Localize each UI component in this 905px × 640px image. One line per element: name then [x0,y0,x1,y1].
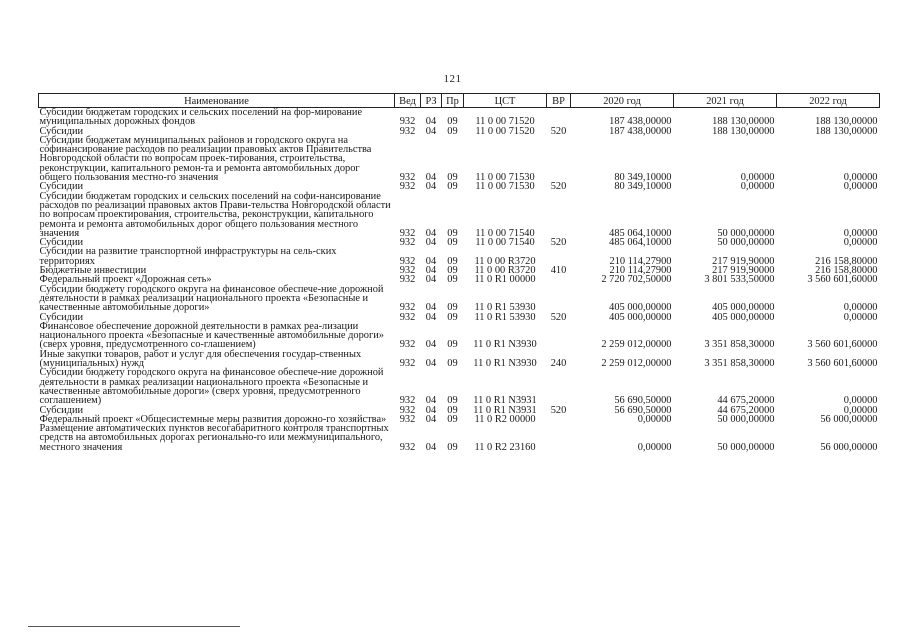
cell-2020: 187 438,00000 [609,116,672,128]
cell-rz: 04 [425,227,437,239]
cell-pr: 09 [447,172,458,184]
cell-cst: 11 0 00 71530 [475,172,535,184]
table-row [39,424,880,452]
cell-2021: 50 000,00000 [717,413,775,425]
page-number: 121 [443,73,462,85]
cell-name: Субсидии бюджетам городских и сельских поселений на софи-нансирование расходов по реализации правовых актов Прави-тельства Новгородской области по вопросам проектирования, строительства, реконструкции, капитального ремонта и ремонта автомобильных дорог общего пользования местного значения [39,190,391,239]
cell-2021: 50 000,00000 [717,227,775,239]
cell-2022: 0,00000 [843,181,878,193]
cell-rz: 04 [425,125,437,137]
cell-ved: 932 [399,116,416,128]
cell-pr: 09 [447,237,458,249]
cell-2020: 2 259 012,00000 [601,339,672,351]
cell-2021: 188 130,00000 [712,125,775,137]
cell-name: Федеральный проект «Дорожная сеть» [39,274,212,286]
cell-cst: 11 0 R1 53930 [474,311,536,323]
cell-2022: 3 560 601,60000 [807,274,878,286]
cell-2022: 0,00000 [843,404,878,416]
cell-ved: 932 [399,311,416,323]
table-row [39,108,880,127]
cell-vr [547,424,571,452]
cell-name: Размещение автоматических пунктов весогабаритного контроля транспортных средств на автомобильных дорогах регионально-го или межмуниципального, местного значения [39,423,389,453]
cell-2022: 3 560 601,60000 [807,358,878,370]
cell-2021: 405 000,00000 [712,311,775,323]
cell-vr [547,247,571,266]
header-vr: ВР [547,94,571,108]
cell-name: Субсидии [39,181,84,193]
cell-rz: 04 [425,116,437,128]
table-row [39,247,880,266]
cell-2021: 217 919,90000 [712,265,775,277]
footer-rule [28,626,240,627]
cell-ved: 932 [399,237,416,249]
cell-2022: 3 560 601,60000 [807,339,878,351]
cell-cst: 11 0 00 71520 [475,125,535,137]
cell-rz: 04 [425,404,437,416]
cell-name: Субсидии бюджету городского округа на финансовое обеспече-ние дорожной деятельности в рамках реализации национального проекта «Безопасные и качественные автомобильные дороги» [39,283,384,314]
cell-vr [547,368,571,405]
cell-pr: 09 [447,395,458,407]
table-row [39,136,880,182]
cell-cst: 11 0 R1 N3931 [473,395,537,407]
cell-2020: 187 438,00000 [609,125,672,137]
cell-pr: 09 [447,339,458,351]
cell-rz: 04 [425,237,437,249]
cell-rz: 04 [425,311,437,323]
header-2022: 2022 год [777,94,880,108]
cell-pr: 09 [447,358,458,370]
cell-name: Иные закупки товаров, работ и услуг для обеспечения государ-ственных (муниципальных) нужд [39,348,362,370]
cell-2021: 3 351 858,30000 [704,339,775,351]
cell-cst: 11 0 00 R3720 [474,265,536,277]
cell-pr: 09 [447,116,458,128]
cell-vr [547,415,571,424]
cell-2020: 80 349,10000 [614,181,672,193]
cell-vr [547,285,571,313]
cell-2020: 210 114,27900 [609,265,672,277]
cell-2022: 0,00000 [843,172,878,184]
cell-cst: 11 0 R2 00000 [474,413,536,425]
cell-pr: 09 [447,181,458,193]
cell-rz: 04 [425,358,437,370]
cell-2022: 0,00000 [843,237,878,249]
cell-2020: 210 114,27900 [609,255,672,267]
cell-ved: 932 [399,404,416,416]
cell-rz: 04 [425,274,437,286]
cell-2021: 50 000,00000 [717,237,775,249]
cell-name: Субсидии бюджету городского округа на финансовое обеспече-ние дорожной деятельности в рамках реализации национального проекта «Безопасные и качественные автомобильные дороги» (сверх уровня, предусмотренного соглашением) [39,367,384,407]
cell-cst: 11 0 00 71530 [475,181,535,193]
cell-2020: 485 064,10000 [609,237,672,249]
cell-2021: 188 130,00000 [712,116,775,128]
cell-pr: 09 [447,265,458,277]
cell-vr: 520 [550,237,567,249]
header-2020: 2020 год [571,94,674,108]
cell-ved: 932 [399,274,416,286]
cell-rz: 04 [425,395,437,407]
cell-2022: 56 000,00000 [820,413,878,425]
table-row [39,285,880,313]
cell-name: Финансовое обеспечение дорожной деятельности в рамках реа-лизации национального проекта «Безопасные и качественные автомобильные дороги» (сверх уровня, предусмотренного со-глашением) [39,320,384,351]
cell-2022: 216 158,80000 [815,265,878,277]
cell-cst: 11 0 00 R3720 [474,255,536,267]
cell-name: Субсидии [39,125,84,137]
cell-2021: 44 675,20000 [717,404,775,416]
cell-2020: 0,00000 [637,413,672,425]
cell-name: Субсидии [39,311,84,323]
cell-2022: 216 158,80000 [815,255,878,267]
cell-2021: 0,00000 [740,181,775,193]
cell-name: Субсидии на развитие транспортной инфраструктуры на сель-ских территориях [39,246,337,267]
header-rz: РЗ [421,94,442,108]
cell-ved: 932 [399,302,416,314]
cell-2021: 217 919,90000 [712,255,775,267]
cell-2021: 405 000,00000 [712,302,775,314]
cell-cst: 11 0 R1 53930 [474,302,536,314]
cell-vr [547,322,571,350]
cell-2020: 2 259 012,00000 [601,358,672,370]
cell-rz: 04 [425,413,437,425]
cell-vr: 520 [550,404,567,416]
cell-vr: 240 [550,358,567,370]
cell-vr [547,136,571,182]
cell-rz: 04 [425,181,437,193]
table-row [39,192,880,238]
cell-pr: 09 [447,302,458,314]
cell-ved: 932 [399,395,416,407]
cell-name: Бюджетные инвестиции [39,265,147,277]
cell-vr [547,192,571,238]
cell-pr: 09 [447,311,458,323]
cell-2022: 56 000,00000 [820,441,878,453]
cell-pr: 09 [447,125,458,137]
cell-pr: 09 [447,255,458,267]
cell-2021: 50 000,00000 [717,441,775,453]
cell-name: Федеральный проект «Общесистемные меры развития дорожно-го хозяйства» [39,413,387,425]
cell-ved: 932 [399,255,416,267]
cell-pr: 09 [447,413,458,425]
cell-ved: 932 [399,413,416,425]
cell-pr: 09 [447,441,458,453]
cell-cst: 11 0 R1 N3930 [473,339,537,351]
cell-vr: 410 [550,265,567,277]
cell-vr: 520 [550,181,567,193]
cell-cst: 11 0 R1 00000 [474,274,536,286]
cell-cst: 11 0 00 71540 [475,237,535,249]
cell-2022: 0,00000 [843,302,878,314]
cell-ved: 932 [399,339,416,351]
header-2021: 2021 год [674,94,777,108]
cell-2020: 80 349,10000 [614,172,672,184]
cell-ved: 932 [399,265,416,277]
cell-name: Субсидии [39,237,84,249]
table-row [39,368,880,405]
cell-vr [547,275,571,284]
table-row [39,322,880,350]
cell-ved: 932 [399,181,416,193]
cell-cst: 11 0 R1 N3931 [473,404,537,416]
cell-cst: 11 0 00 71540 [475,227,535,239]
budget-table [38,93,880,452]
cell-2022: 0,00000 [843,311,878,323]
cell-2020: 56 690,50000 [614,404,672,416]
table-body [39,108,880,452]
header-name: Наименование [39,94,395,108]
header-cst: ЦСТ [464,94,547,108]
cell-rz: 04 [425,255,437,267]
cell-cst: 11 0 R1 N3930 [473,358,537,370]
cell-2021: 3 351 858,30000 [704,358,775,370]
cell-ved: 932 [399,125,416,137]
cell-2020: 405 000,00000 [609,311,672,323]
cell-2020: 56 690,50000 [614,395,672,407]
cell-pr: 09 [447,404,458,416]
cell-ved: 932 [399,227,416,239]
cell-2020: 2 720 702,50000 [601,274,672,286]
cell-2022: 0,00000 [843,395,878,407]
cell-2020: 485 064,10000 [609,227,672,239]
cell-2021: 3 801 533,50000 [704,274,775,286]
cell-rz: 04 [425,265,437,277]
cell-vr: 520 [550,311,567,323]
cell-pr: 09 [447,227,458,239]
cell-name: Субсидии [39,404,84,416]
cell-ved: 932 [399,441,416,453]
cell-2022: 188 130,00000 [815,116,878,128]
cell-2020: 405 000,00000 [609,302,672,314]
cell-2022: 188 130,00000 [815,125,878,137]
cell-rz: 04 [425,302,437,314]
header-ved: Вед [395,94,421,108]
cell-vr: 520 [550,125,567,137]
header-pr: Пр [442,94,464,108]
table-header-row [39,94,880,108]
cell-2020: 0,00000 [637,441,672,453]
cell-rz: 04 [425,441,437,453]
cell-rz: 04 [425,339,437,351]
cell-cst: 11 0 R2 23160 [474,441,536,453]
table-row [39,350,880,369]
cell-2021: 44 675,20000 [717,395,775,407]
cell-2021: 0,00000 [740,172,775,184]
cell-name: Субсидии бюджетам городских и сельских поселений на фор-мирование муниципальных дорожных фондов [39,107,363,128]
cell-ved: 932 [399,172,416,184]
cell-2022: 0,00000 [843,227,878,239]
cell-rz: 04 [425,172,437,184]
cell-vr [547,108,571,127]
cell-cst: 11 0 00 71520 [475,116,535,128]
cell-ved: 932 [399,358,416,370]
cell-pr: 09 [447,274,458,286]
cell-name: Субсидии бюджетам муниципальных районов и городского округа на софинансирование расходов по реализации правовых актов Правительства Новгородской области по вопросам проек-тирования, строительства, реконструкции, капитального ремон-та и ремонта автомобильных дорог общего пользования местно-го значения [39,134,372,184]
